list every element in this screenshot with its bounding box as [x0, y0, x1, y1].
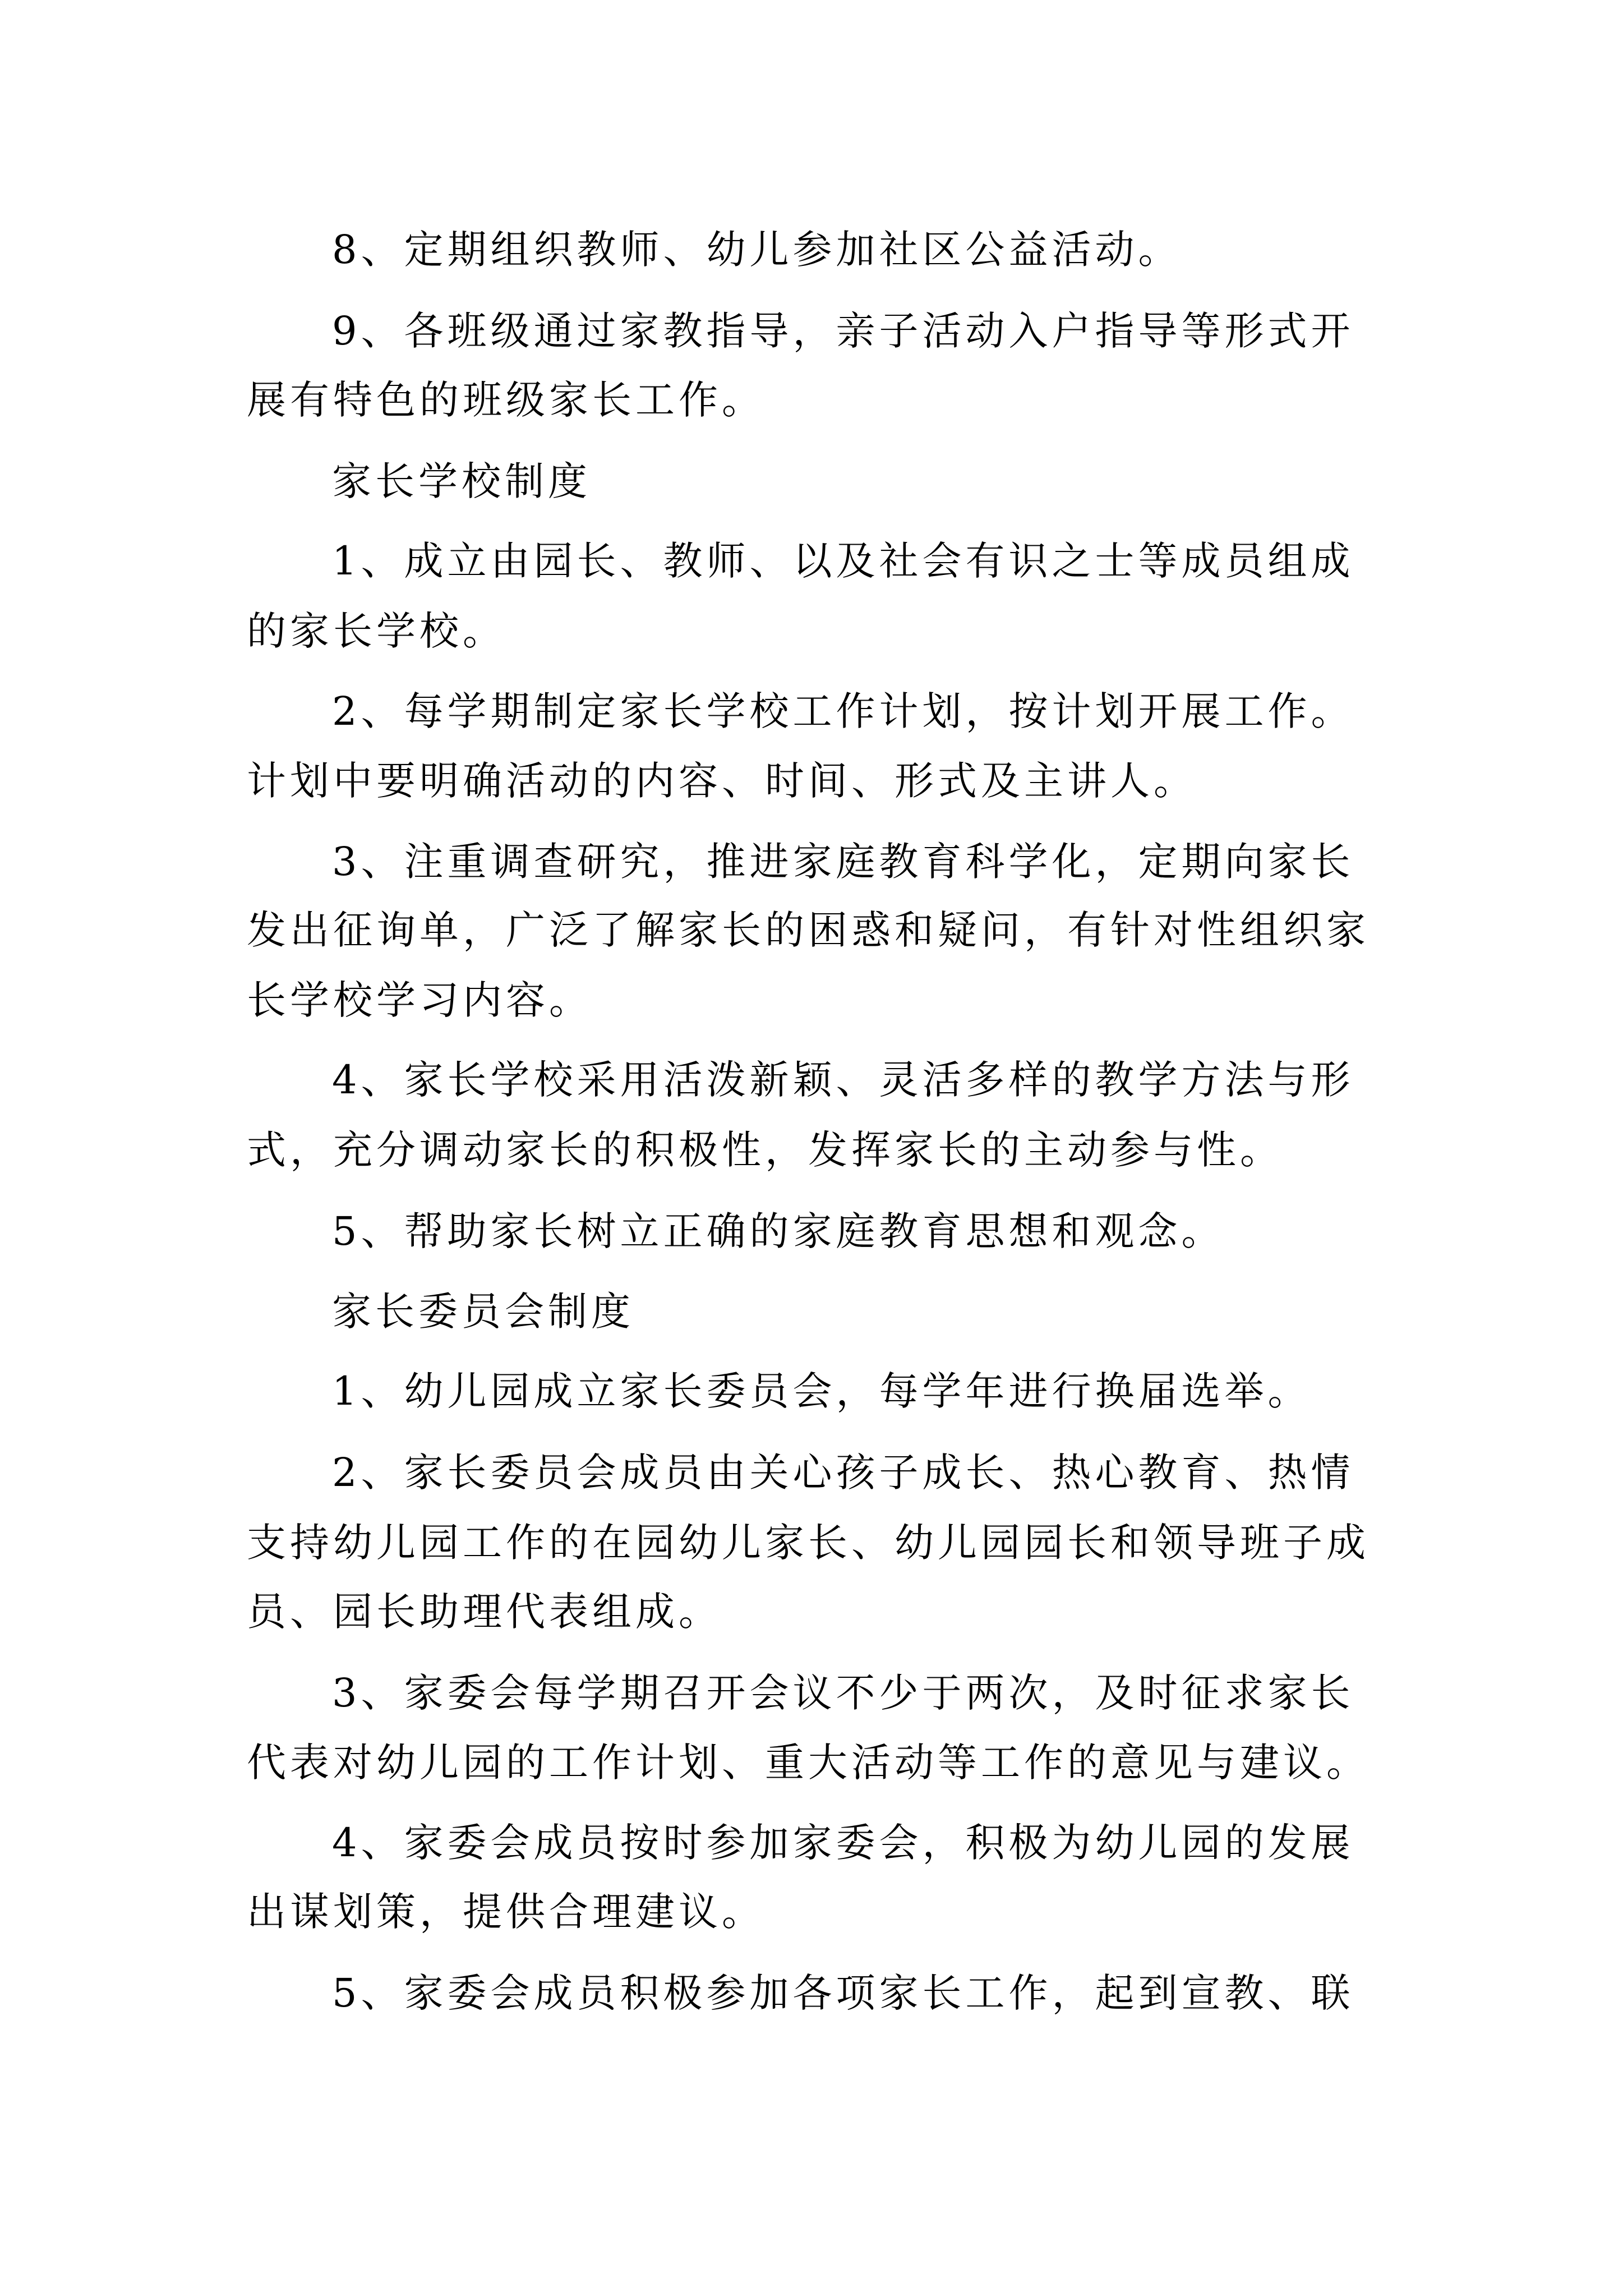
paragraph-line: 发出征询单，广泛了解家长的困惑和疑问，有针对性组织家	[247, 907, 1370, 953]
paragraph-line: 式，充分调动家长的积极性，发挥家长的主动参与性。	[247, 1127, 1283, 1173]
paragraph-line: 代表对幼儿园的工作计划、重大活动等工作的意见与建议。	[247, 1740, 1370, 1786]
paragraph-line: 4、家长学校采用活泼新颖、灵活多样的教学方法与形	[332, 1057, 1354, 1103]
paragraph-line: 1、幼儿园成立家长委员会，每学年进行换届选举。	[332, 1368, 1311, 1414]
section-heading: 家长学校制度	[332, 458, 591, 504]
paragraph-line: 员、园长助理代表组成。	[247, 1589, 722, 1635]
paragraph-line: 的家长学校。	[247, 608, 506, 654]
paragraph-line: 3、家委会每学期召开会议不少于两次，及时征求家长	[332, 1670, 1354, 1716]
paragraph-line: 计划中要明确活动的内容、时间、形式及主讲人。	[247, 758, 1197, 804]
paragraph-line: 长学校学习内容。	[247, 977, 592, 1023]
paragraph-line: 5、帮助家长树立正确的家庭教育思想和观念。	[332, 1208, 1225, 1254]
paragraph-line: 2、每学期制定家长学校工作计划，按计划开展工作。	[332, 688, 1354, 734]
paragraph-line: 8、定期组织教师、幼儿参加社区公益活动。	[332, 227, 1182, 273]
paragraph-line: 出谋划策，提供合理建议。	[247, 1889, 765, 1935]
paragraph-line: 4、家委会成员按时参加家委会，积极为幼儿园的发展	[332, 1820, 1354, 1866]
paragraph-line: 支持幼儿园工作的在园幼儿家长、幼儿园园长和领导班子成	[247, 1520, 1370, 1566]
paragraph-line: 5、家委会成员积极参加各项家长工作，起到宣教、联	[332, 1970, 1354, 2016]
paragraph-line: 1、成立由园长、教师、以及社会有识之士等成员组成	[332, 538, 1354, 584]
paragraph-line: 3、注重调查研究，推进家庭教育科学化，定期向家长	[332, 839, 1354, 885]
paragraph-line: 展有特色的班级家长工作。	[247, 377, 765, 423]
paragraph-line: 2、家长委员会成员由关心孩子成长、热心教育、热情	[332, 1450, 1354, 1496]
paragraph-line: 9、各班级通过家教指导，亲子活动入户指导等形式开	[332, 308, 1354, 354]
section-heading: 家长委员会制度	[332, 1289, 634, 1335]
